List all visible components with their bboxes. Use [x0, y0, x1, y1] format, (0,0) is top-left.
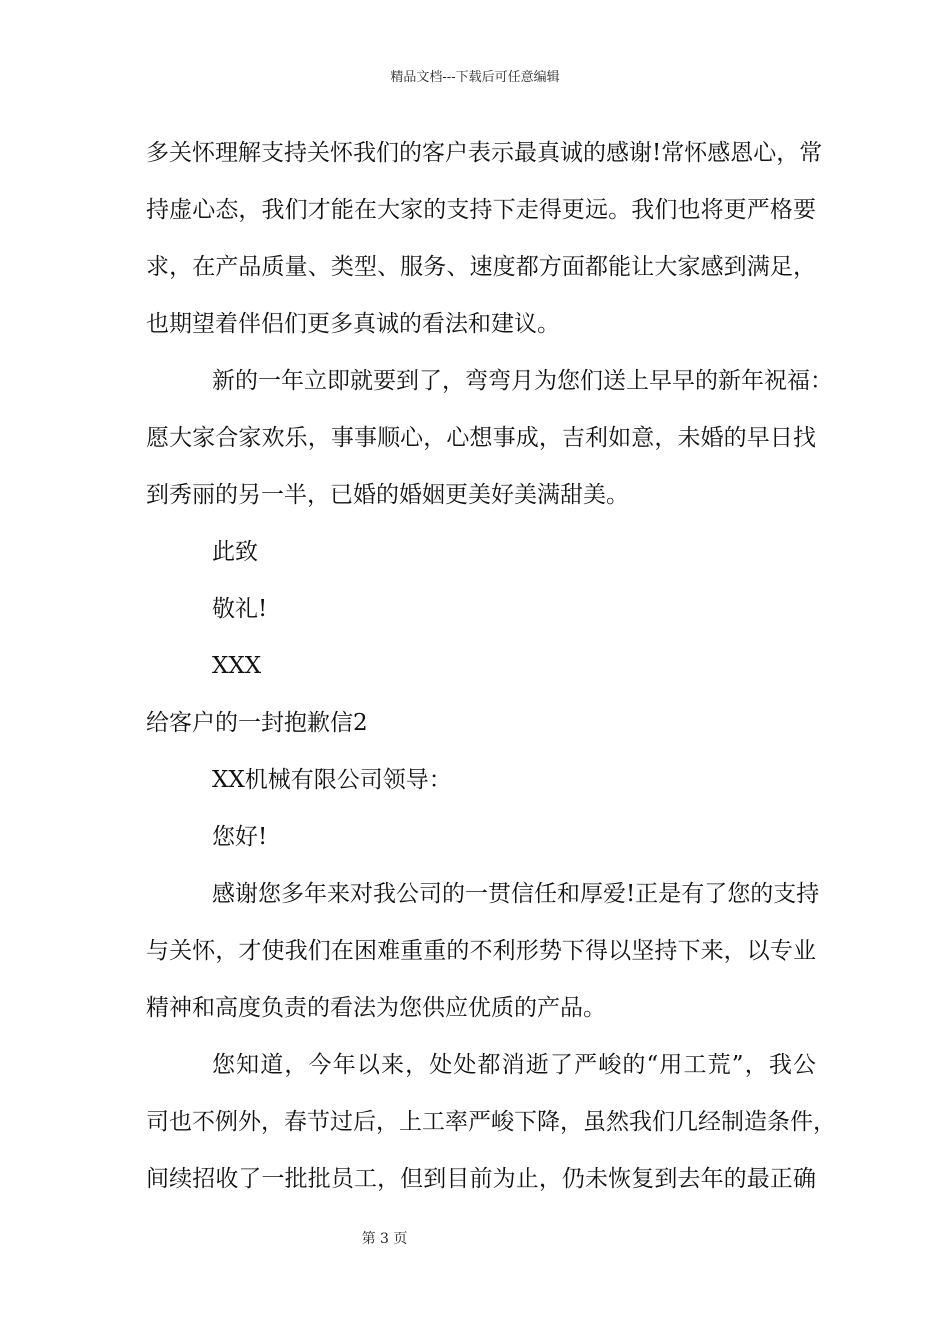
paragraph-line: 也期望着伴侣们更多真诚的看法和建议。 — [146, 311, 560, 337]
paragraph-line: 持虚心态，我们才能在大家的支持下走得更远。我们也将更严格要 — [146, 197, 816, 223]
paragraph-line: 间续招收了一批批员工，但到目前为止，仍未恢复到去年的最正确 — [146, 1166, 816, 1192]
page-header: 精品文档---下载后可任意编辑 — [390, 70, 560, 85]
greeting: 您好! — [212, 824, 268, 850]
signature: XXX — [212, 653, 262, 679]
paragraph-line: 感谢您多年来对我公司的一贯信任和厚爱!正是有了您的支持 — [212, 881, 820, 907]
paragraph-line: 求，在产品质量、类型、服务、速度都方面都能让大家感到满足， — [146, 254, 816, 280]
paragraph-line: 多关怀理解支持关怀我们的客户表示最真诚的感谢!常怀感恩心，常 — [146, 140, 823, 166]
addressee: XX机械有限公司领导： — [212, 767, 452, 793]
closing-salutation: 敬礼! — [212, 596, 268, 622]
paragraph-line: 愿大家合家欢乐，事事顺心，心想事成，吉利如意，未婚的早日找 — [146, 425, 816, 451]
paragraph-line: 精神和高度负责的看法为您供应优质的产品。 — [146, 995, 606, 1021]
paragraph-line: 您知道，今年以来，处处都消逝了严峻的“用工荒”，我公 — [212, 1052, 816, 1078]
paragraph-line: 到秀丽的另一半，已婚的婚姻更美好美满甜美。 — [146, 482, 629, 508]
paragraph-line: 司也不例外，春节过后，上工率严峻下降，虽然我们几经制造条件， — [146, 1109, 836, 1135]
closing-line: 此致 — [212, 539, 258, 565]
paragraph-line: 与关怀，才使我们在困难重重的不利形势下得以坚持下来，以专业 — [146, 938, 816, 964]
paragraph-line: 新的一年立即就要到了，弯弯月为您们送上早早的新年祝福： — [212, 368, 833, 394]
page-number: 第 3 页 — [361, 1231, 408, 1247]
section-title: 给客户的一封抱歉信2 — [146, 710, 368, 736]
